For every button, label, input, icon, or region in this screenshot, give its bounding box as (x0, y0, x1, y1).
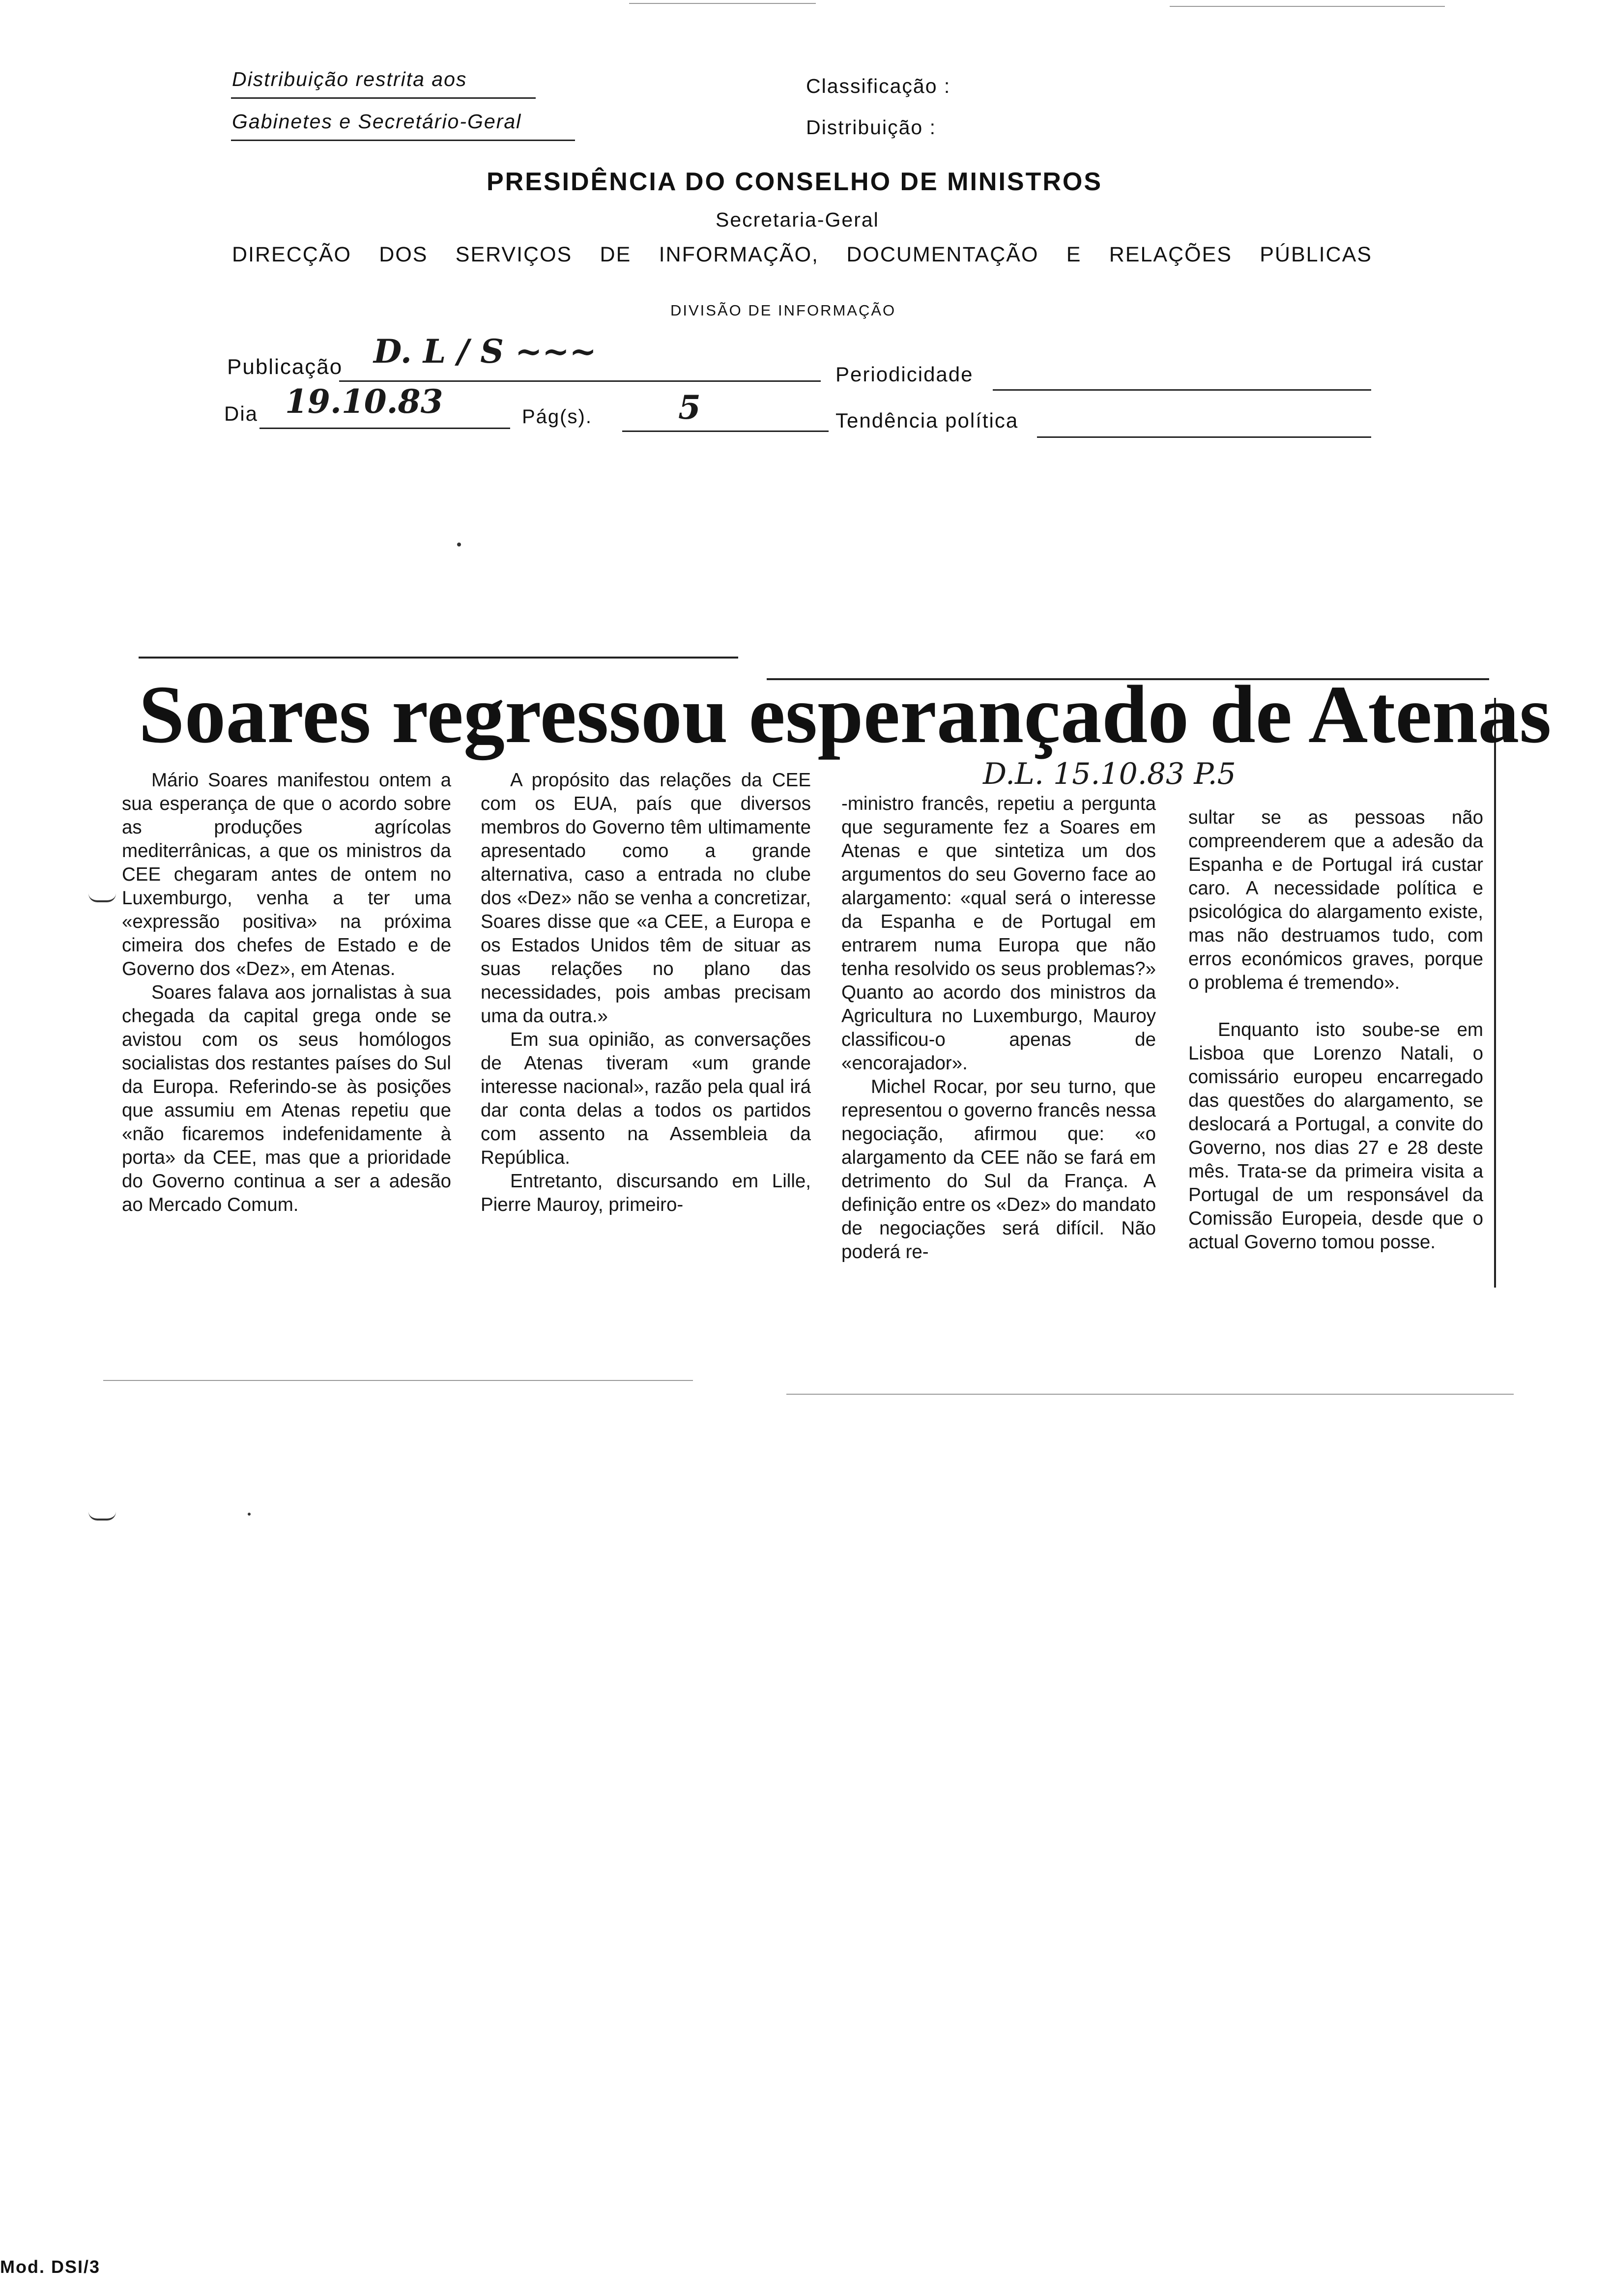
article-paragraph: sultar se as pessoas não compreenderem que a adesão da Espanha e de Portugal irá custar caro. A necessidade política e psicológica do alargamento existe, mas não destruamos tudo, com erros económicos graves, porque o problema é tremendo». (1188, 807, 1483, 993)
article-paragraph: A propósito das relações da CEE com os EUA, país que diversos membros do Governo têm ultimamente apresentado como a grande alternativa, caso a entrada no clube dos «Dez» não se venha a concretizar, Soares disse que «a CEE, a Europa e os Estados Unidos têm de situar as suas relações no plano das necessidades, pois ambas precisam uma da outra.» (481, 770, 811, 1027)
article-column-3 (841, 792, 1156, 1264)
classification-label: Classificação : (806, 75, 951, 97)
distribution-label: Distribuição : (806, 116, 936, 139)
directorate-word: DIRECÇÃO (232, 243, 351, 266)
scan-line (786, 1394, 1514, 1395)
directorate-word: E (1066, 243, 1082, 266)
day-label: Dia (224, 402, 259, 425)
publication-handwritten-value: D. L / S ~~~ (374, 332, 597, 371)
publication-label: Publicação (227, 355, 343, 379)
article-column-1 (122, 769, 451, 1217)
article-column-2 (481, 769, 811, 1217)
article-paragraph: Entretanto, discursando em Lille, Pierre Mauroy, primeiro- (481, 1171, 811, 1215)
stray-dot (457, 543, 461, 546)
day-field-line (259, 428, 510, 429)
article-paragraph: Michel Rocar, por seu turno, que representou o governo francês nessa negociação, afirmou que: «o alargamento da CEE não se fará em detrimento do Sul da França. A definição entre os «Dez» do mandato de negociações será difícil. Não poderá re- (841, 1076, 1156, 1263)
article-column-4 (1188, 806, 1483, 1254)
directorate-word: RELAÇÕES (1109, 243, 1232, 266)
scan-line (103, 1380, 693, 1381)
form-model-code: Mod. DSI/3 (0, 2257, 101, 2277)
directorate-word: INFORMAÇÃO, (659, 243, 819, 266)
tendency-label: Tendência política (835, 409, 1019, 432)
scan-line (1170, 6, 1445, 7)
article-paragraph: Soares falava aos jornalistas à sua chegada da capital grega onde se avistou com os seus homólogos socialistas dos restantes países do Sul da Europa. Referindo-se às posições que assumiu em Atenas repetiu que «não ficaremos indefenidamente à porta» da CEE, mas que a prioridade do Governo continua a ser a adesão ao Mercado Comum. (122, 982, 451, 1215)
restricted-underline-1 (231, 97, 536, 99)
article-paragraph: Mário Soares manifestou ontem a sua esperança de que o acordo sobre as produções agrícolas mediterrânicas, a que os ministros da CEE chegaram antes de ontem no Luxemburgo, venha a ter uma «expressão positiva» na próxima cimeira dos chefes de Estado e de Governo dos «Dez», em Atenas. (122, 770, 451, 979)
clipping-right-edge (1494, 698, 1496, 1288)
publication-field-line (339, 380, 821, 382)
stray-dot (248, 1513, 251, 1516)
org-title: PRESIDÊNCIA DO CONSELHO DE MINISTROS (487, 168, 1103, 196)
article-paragraph: Em sua opinião, as conversações de Atenas tiveram «um grande interesse nacional», razão pela qual irá dar conta delas a todos os partidos com assento na Assembleia da República. (481, 1029, 811, 1168)
pages-field-line (622, 430, 829, 432)
directorate-word: DOCUMENTAÇÃO (846, 243, 1039, 266)
secretariat-label: Secretaria-Geral (716, 208, 879, 231)
punch-mark (88, 893, 116, 902)
tendency-field-line (1037, 436, 1371, 438)
headline: Soares regressou esperançado de Atenas (139, 669, 1552, 760)
periodicity-label: Periodicidade (835, 363, 974, 386)
division-label: DIVISÃO DE INFORMAÇÃO (670, 302, 896, 319)
periodicity-field-line (993, 389, 1371, 391)
punch-mark (88, 1512, 116, 1521)
handwritten-annotation: D.L. 15.10.83 P.5 (983, 757, 1236, 791)
pages-label: Pág(s). (522, 406, 592, 428)
restricted-underline-2 (231, 140, 575, 141)
restricted-distribution-line2: Gabinetes e Secretário-Geral (232, 110, 522, 133)
clipping-top-rule-left (139, 657, 738, 659)
article-paragraph: -ministro francês, repetiu a pergunta que seguramente fez a Soares em Atenas e que sintetiza um dos argumentos do seu Governo face ao alargamento: «qual será o interesse da Espanha e de Portugal em entrarem numa Europa que não tenha resolvido os seus problemas?» Quanto ao acordo dos ministros da Agricultura no Luxemburgo, Mauroy classificou-o apenas de «encorajador». (841, 793, 1156, 1074)
pages-handwritten-value: 5 (678, 388, 701, 427)
scan-line (629, 3, 816, 4)
directorate-line (232, 243, 1372, 267)
directorate-word: PÚBLICAS (1260, 243, 1372, 266)
directorate-word: DE (600, 243, 632, 266)
restricted-distribution-line1: Distribuição restrita aos (232, 68, 467, 90)
directorate-word: SERVIÇOS (455, 243, 573, 266)
day-handwritten-value: 19.10.83 (285, 382, 443, 421)
article-paragraph: Enquanto isto soube-se em Lisboa que Lorenzo Natali, o comissário europeu encarregado das questões do alargamento, se deslocará a Portugal, a convite do Governo, nos dias 27 e 28 deste mês. Trata-se da primeira visita a Portugal de um responsável da Comissão Europeia, desde que o actual Governo tomou posse. (1188, 1019, 1483, 1253)
directorate-word: DOS (379, 243, 428, 266)
